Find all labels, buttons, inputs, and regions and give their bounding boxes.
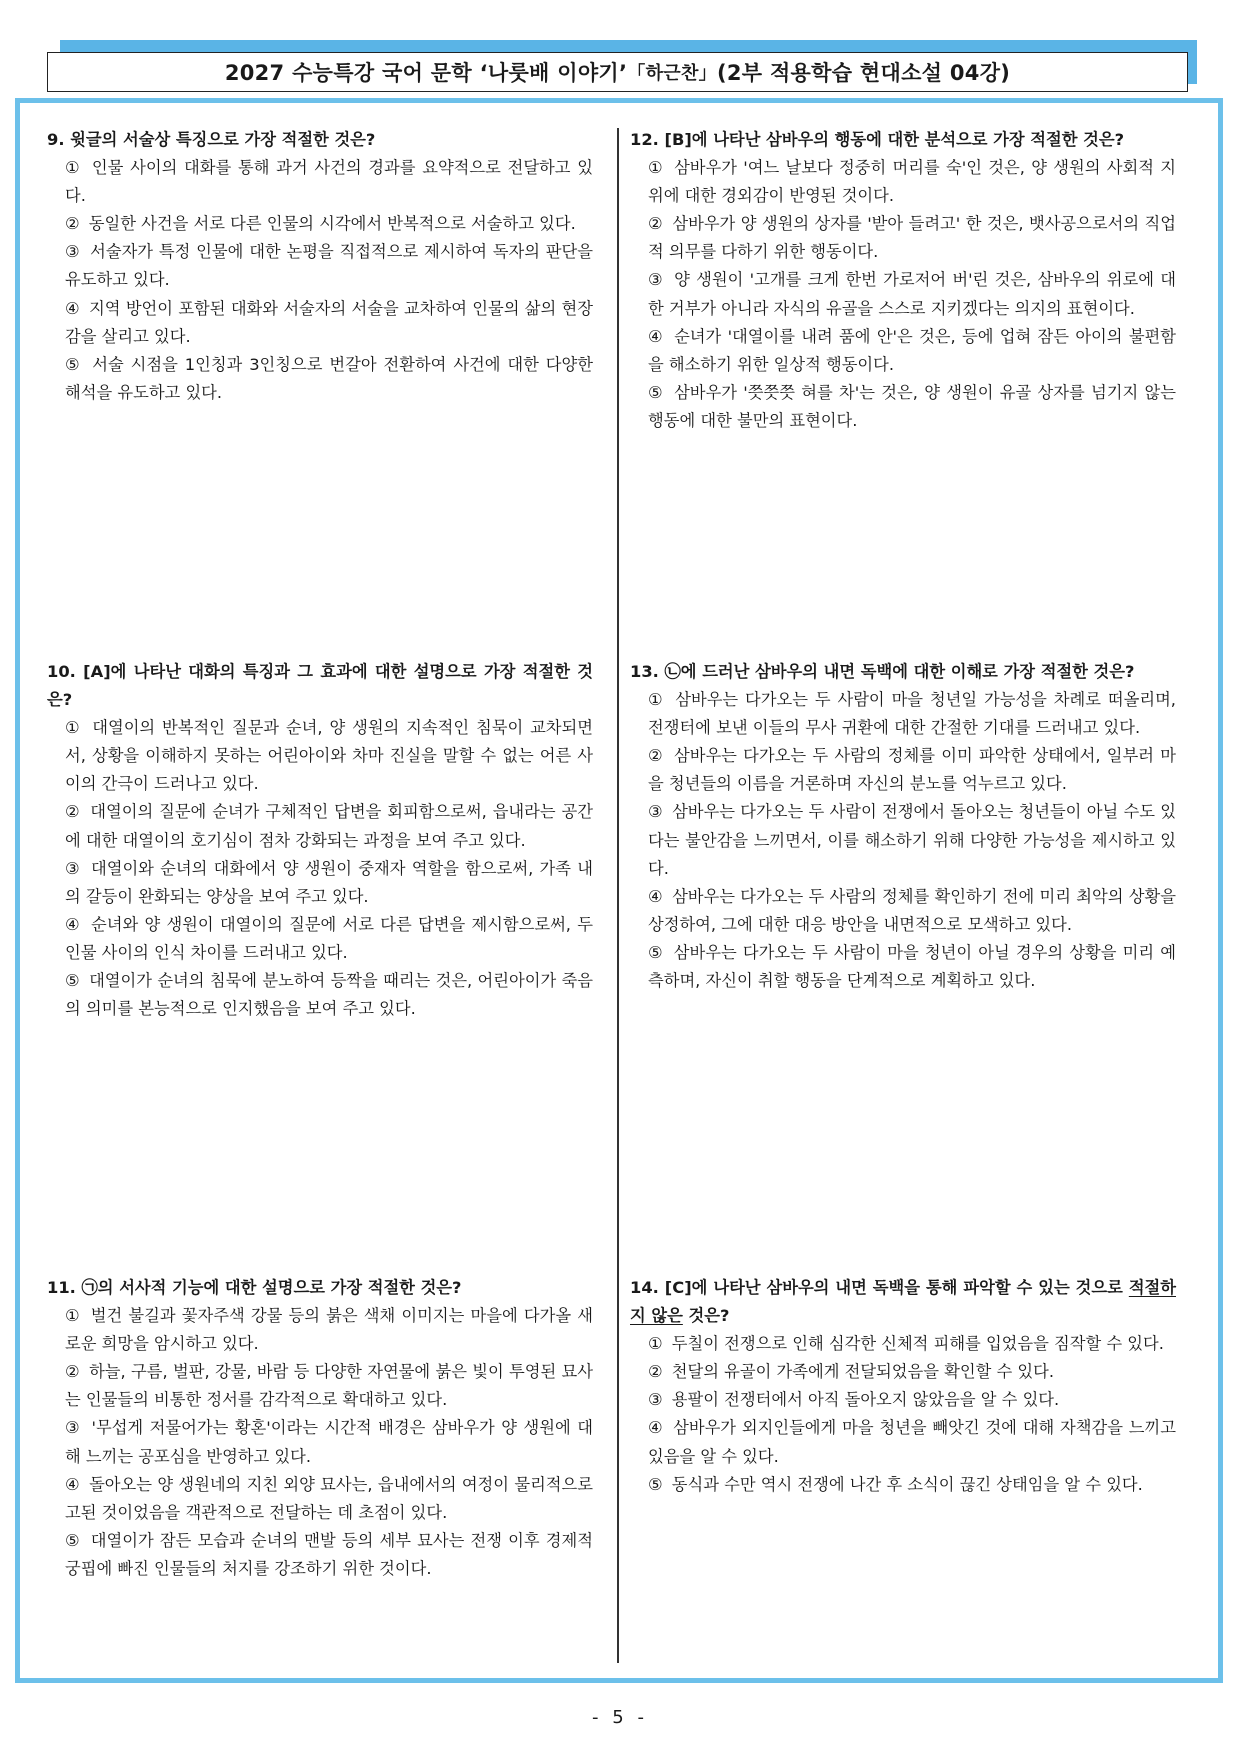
column-divider [617, 128, 619, 1663]
option-number: ② [648, 214, 663, 234]
option-number: ① [65, 1306, 81, 1326]
option-number: ② [65, 1362, 80, 1382]
option[interactable] [47, 351, 593, 407]
option-text: 벌건 불길과 꽃자주색 강물 등의 붉은 색채 이미지는 마을에 다가올 새로운 희망을 암시하고 있다. [65, 1306, 593, 1354]
option-number: ⑤ [65, 971, 80, 991]
option-text: 돌아오는 양 생원네의 지친 외양 묘사는, 읍내에서의 여정이 물리적으로 고된 것이었음을 객관적으로 전달하는 데 초점이 있다. [65, 1474, 593, 1522]
option-text: 삼바우가 양 생원의 상자를 '받아 들려고' 한 것은, 뱃사공으로서의 직업적 의무를 다하기 위한 행동이다. [648, 214, 1176, 262]
option-number: ① [648, 158, 664, 178]
option-number: ④ [65, 914, 81, 934]
option-number: ① [65, 158, 82, 178]
option-number: ① [65, 718, 82, 738]
option-text: 삼바우가 '쯧쯧쯧 혀를 차'는 것은, 양 생원이 유골 상자를 넘기지 않는 행동에 대한 불만의 표현이다. [648, 382, 1177, 430]
option-number: ④ [648, 886, 663, 906]
option[interactable] [630, 1414, 1176, 1470]
option[interactable] [47, 1358, 593, 1414]
option-text: 삼바우는 다가오는 두 사람의 정체를 이미 파악한 상태에서, 일부러 마을 청년들의 이름을 거론하며 자신의 분노를 억누르고 있다. [648, 746, 1176, 794]
option-text: 삼바우는 다가오는 두 사람의 정체를 확인하기 전에 미리 최악의 상황을 상정하여, 그에 대한 대응 방안을 내면적으로 모색하고 있다. [648, 886, 1176, 934]
option-number: ① [648, 1334, 663, 1354]
option[interactable] [630, 1330, 1176, 1358]
question-stem-after: 것은? [682, 1306, 730, 1326]
option[interactable] [47, 855, 593, 911]
option[interactable] [630, 379, 1176, 435]
question-14 [630, 1274, 1176, 1499]
option-number: ② [648, 1362, 663, 1382]
option[interactable] [47, 295, 593, 351]
page-number: - 5 - [592, 1707, 648, 1728]
option[interactable] [630, 154, 1176, 210]
option-number: ③ [648, 802, 663, 822]
option-number: ③ [648, 1390, 663, 1410]
header-title-tail: (2부 적용학습 현대소설 04강) [716, 61, 1011, 85]
option-text: 동일한 사건을 서로 다른 인물의 시각에서 반복적으로 서술하고 있다. [88, 214, 576, 234]
option-text: '무섭게 저물어가는 황혼'이라는 시간적 배경은 삼바우가 양 생원에 대해 느끼는 공포심을 반영하고 있다. [65, 1418, 593, 1466]
option-number: ① [648, 690, 665, 710]
question-stem: 13. ㉡에 드러난 삼바우의 내면 독백에 대한 이해로 가장 적절한 것은? [630, 662, 1135, 681]
option-text: 삼바우가 외지인들에게 마을 청년을 빼앗긴 것에 대해 자책감을 느끼고 있음을 알 수 있다. [648, 1418, 1176, 1466]
option[interactable] [630, 1471, 1176, 1499]
option-number: ② [65, 802, 81, 822]
option[interactable] [630, 323, 1176, 379]
option-text: 인물 사이의 대화를 통해 과거 사건의 경과를 요약적으로 전달하고 있다. [65, 158, 593, 206]
option-text: 대열이의 반복적인 질문과 순녀, 양 생원의 지속적인 침묵이 교차되면서, 상황을 이해하지 못하는 어린아이와 차마 진실을 말할 수 없는 어른 사이의 간극이 드러나고 있다. [65, 718, 593, 794]
option[interactable] [630, 798, 1176, 882]
option-text: 순녀와 양 생원이 대열이의 질문에 서로 다른 답변을 제시함으로써, 두 인물 사이의 인식 차이를 드러내고 있다. [65, 914, 593, 962]
option-number: ⑤ [65, 354, 82, 374]
option-text: 삼바우가 '여느 날보다 정중히 머리를 숙'인 것은, 양 생원의 사회적 지위에 대한 경외감이 반영된 것이다. [648, 158, 1177, 206]
option-number: ④ [65, 1474, 80, 1494]
page-header [47, 52, 1188, 92]
option[interactable] [630, 1358, 1176, 1386]
question-stem: 10. [A]에 나타난 대화의 특징과 그 효과에 대한 설명으로 가장 적절한 것은? [47, 662, 593, 710]
option-number: ③ [65, 858, 81, 878]
option-text: 두칠이 전쟁으로 인해 심각한 신체적 피해를 입었음을 짐작할 수 있다. [671, 1334, 1164, 1354]
option[interactable] [47, 967, 593, 1023]
option-number: ③ [65, 1418, 81, 1438]
option-number: ② [65, 214, 80, 234]
option[interactable] [630, 742, 1176, 798]
option-text: 대열이와 순녀의 대화에서 양 생원이 중재자 역할을 함으로써, 가족 내의 갈등이 완화되는 양상을 보여 주고 있다. [65, 858, 593, 906]
option[interactable] [47, 1471, 593, 1527]
option-number: ⑤ [648, 942, 664, 962]
option[interactable] [47, 1302, 593, 1358]
question-12 [630, 126, 1176, 435]
question-stem: 11. ㉠의 서사적 기능에 대한 설명으로 가장 적절한 것은? [47, 1278, 462, 1297]
option[interactable] [630, 883, 1176, 939]
option[interactable] [630, 939, 1176, 995]
option-number: ④ [648, 326, 664, 346]
question-11 [47, 1274, 593, 1583]
option-number: ④ [648, 1418, 664, 1438]
option-text: 삼바우는 다가오는 두 사람이 마을 청년이 아닐 경우의 상황을 미리 예측하며, 자신이 취할 행동을 단계적으로 계획하고 있다. [648, 942, 1176, 991]
option[interactable] [630, 210, 1176, 266]
header-title-main: 2027 수능특강 국어 문학 ‘나룻배 이야기’ [224, 61, 628, 85]
option[interactable] [630, 1386, 1176, 1414]
question-stem-before: 14. [C]에 나타난 삼바우의 내면 독백을 통해 파악할 수 있는 것으로 [630, 1278, 1129, 1297]
option[interactable] [47, 210, 593, 238]
question-stem-underlined: 적절하지 않은 [630, 1278, 1176, 1326]
option-text: 삼바우는 다가오는 두 사람이 전쟁에서 돌아오는 청년들이 아닐 수도 있다는 불안감을 느끼면서, 이를 해소하기 위해 다양한 가능성을 제시하고 있다. [648, 802, 1176, 878]
option-number: ④ [65, 298, 80, 318]
option-number: ③ [648, 270, 664, 290]
header-title-work: 「하근찬」 [627, 63, 717, 84]
option-text: 양 생원이 '고개를 크게 한번 가로저어 버'린 것은, 삼바우의 위로에 대한 거부가 아니라 자식의 유골을 스스로 지키겠다는 의지의 표현이다. [648, 270, 1177, 318]
option-text: 대열이의 질문에 순녀가 구체적인 답변을 회피함으로써, 읍내라는 공간에 대한 대열이의 호기심이 점차 강화되는 과정을 보여 주고 있다. [65, 802, 593, 850]
option-text: 순녀가 '대열이를 내려 품에 안'은 것은, 등에 업혀 잠든 아이의 불편함을 해소하기 위한 일상적 행동이다. [648, 326, 1177, 374]
question-stem: 12. [B]에 나타난 삼바우의 행동에 대한 분석으로 가장 적절한 것은? [630, 130, 1125, 149]
option-text: 서술 시점을 1인칭과 3인칭으로 번갈아 전환하여 사건에 대한 다양한 해석을 유도하고 있다. [65, 354, 593, 402]
option[interactable] [47, 1414, 593, 1470]
option-number: ⑤ [648, 1474, 663, 1494]
option-number: ⑤ [648, 382, 664, 402]
question-stem [630, 1274, 1176, 1330]
option-text: 지역 방언이 포함된 대화와 서술자의 서술을 교차하여 인물의 삶의 현장감을 살리고 있다. [65, 298, 593, 346]
option-text: 하늘, 구름, 벌판, 강물, 바람 등 다양한 자연물에 붉은 빛이 투영된 묘사는 인물들의 비통한 정서를 감각적으로 확대하고 있다. [65, 1362, 593, 1410]
option[interactable] [47, 1527, 593, 1583]
option-text: 천달의 유골이 가족에게 전달되었음을 확인할 수 있다. [671, 1362, 1055, 1382]
option[interactable] [47, 714, 593, 798]
option-number: ② [648, 746, 664, 766]
option[interactable] [47, 798, 593, 854]
option[interactable] [47, 238, 593, 294]
option-text: 서술자가 특정 인물에 대한 논평을 직접적으로 제시하여 독자의 판단을 유도하고 있다. [65, 242, 593, 290]
option[interactable] [630, 266, 1176, 322]
option-text: 삼바우는 다가오는 두 사람이 마을 청년일 가능성을 차례로 떠올리며, 전쟁터에 보낸 이들의 무사 귀환에 대한 간절한 기대를 드러내고 있다. [648, 690, 1176, 738]
option-number: ⑤ [65, 1530, 81, 1550]
option-text: 대열이가 순녀의 침묵에 분노하여 등짝을 때리는 것은, 어린아이가 죽음의 의미를 본능적으로 인지했음을 보여 주고 있다. [65, 971, 593, 1019]
question-10 [47, 658, 593, 1023]
question-9 [47, 126, 593, 407]
option-text: 용팔이 전쟁터에서 아직 돌아오지 않았음을 알 수 있다. [671, 1390, 1060, 1410]
option[interactable] [47, 154, 593, 210]
option-text: 대열이가 잠든 모습과 순녀의 맨발 등의 세부 묘사는 전쟁 이후 경제적 궁핍에 빠진 인물들의 처지를 강조하기 위한 것이다. [65, 1530, 593, 1578]
question-stem: 9. 윗글의 서술상 특징으로 가장 적절한 것은? [47, 130, 376, 149]
option-text: 동식과 수만 역시 전쟁에 나간 후 소식이 끊긴 상태임을 알 수 있다. [671, 1474, 1143, 1494]
option-number: ③ [65, 242, 81, 262]
option[interactable] [630, 686, 1176, 742]
question-13 [630, 658, 1176, 995]
option[interactable] [47, 911, 593, 967]
